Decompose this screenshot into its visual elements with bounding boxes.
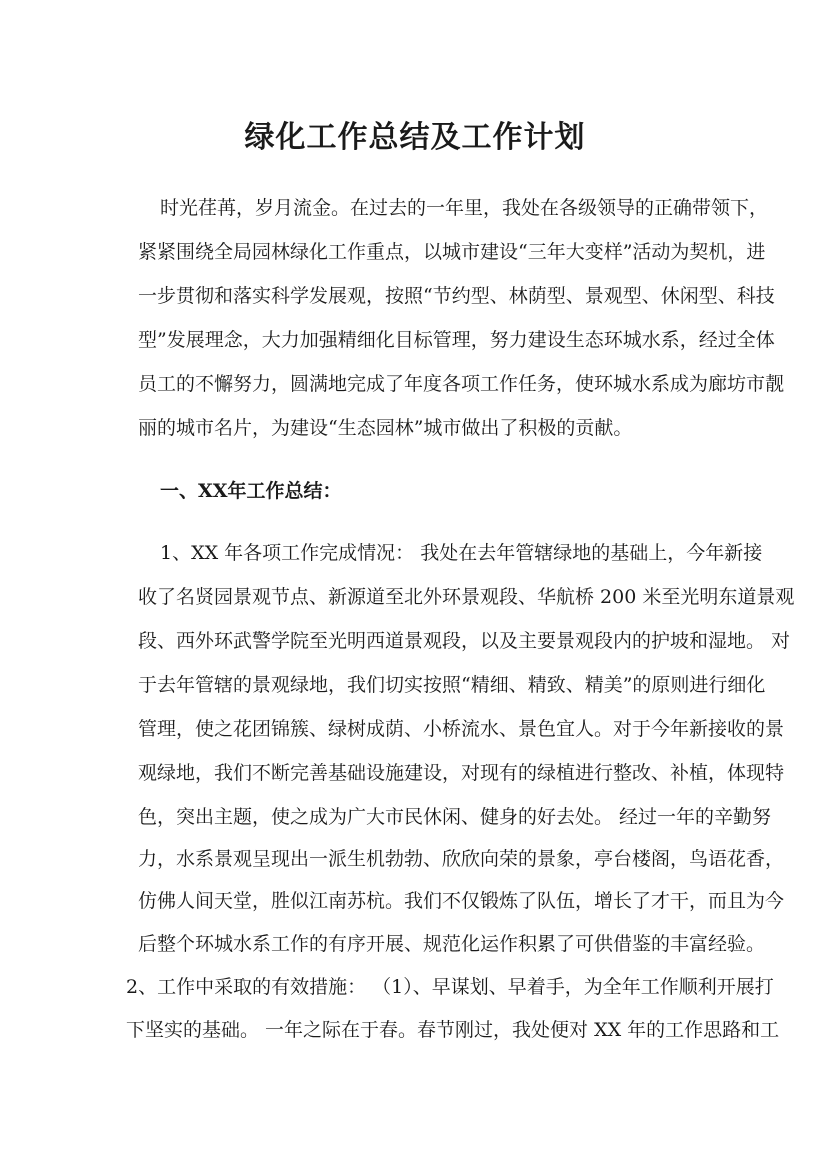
text-line: 于去年管辖的景观绿地，我们切实按照“精细、精致、精美”的原则进行细化 [138,674,766,696]
text-line: 段、西外环武警学院至光明西道景观段，以及主要景观段内的护坡和湿地。 对 [138,630,791,652]
text-line: 管理，使之花团锦簇、绿树成荫、小桥流水、景色宜人。对于今年新接收的景 [138,718,785,740]
page-title: 绿化工作总结及工作计划 [244,120,586,155]
text-line: 仿佛人间天堂，胜似江南苏杭。我们不仅锻炼了队伍，增长了才干，而且为今 [138,890,785,912]
text-line: 收了名贤园景观节点、新源道至北外环景观段、华航桥 200 米至光明东道景观 [138,586,795,608]
text-line: 观绿地，我们不断完善基础设施建设，对现有的绿植进行整改、补植，体现特 [138,762,785,784]
text-line: 色，突出主题，使之成为广大市民休闲、健身的好去处。 经过一年的辛勤努 [138,806,772,828]
text-line: 后整个环城水系工作的有序开展、规范化运作积累了可供借鉴的丰富经验。 [138,933,766,955]
text-line: 2、工作中采取的有效措施： （1）、早谋划、早着手，为全年工作顺利开展打 [126,976,774,998]
section-heading: 一、XX年工作总结： [160,480,342,502]
text-line: 紧紧围绕全局园林绿化工作重点，以城市建设“三年大变样”活动为契机，进 [138,241,766,263]
text-line: 下坚实的基础。 一年之际在于春。春节刚过，我处便对 XX 年的工作思路和工 [126,1019,780,1041]
text-line: 力，水系景观呈现出一派生机勃勃、欣欣向荣的景象，亭台楼阁，鸟语花香， [138,848,785,870]
text-line: 时光荏苒，岁月流金。在过去的一年里，我处在各级领导的正确带领下， [160,197,769,219]
text-line: 型”发展理念，大力加强精细化目标管理，努力建设生态环城水系，经过全体 [138,329,775,351]
text-line: 1、XX 年各项工作完成情况： 我处在去年管辖绿地的基础上，今年新接 [160,542,763,564]
text-line: 一步贯彻和落实科学发展观，按照“节约型、林荫型、景观型、休闲型、科技 [138,285,775,307]
text-line: 员工的不懈努力，圆满地完成了年度各项工作任务，使环城水系成为廊坊市靓 [138,373,785,395]
text-line: 丽的城市名片，为建设“生态园林”城市做出了积极的贡献。 [138,417,633,439]
